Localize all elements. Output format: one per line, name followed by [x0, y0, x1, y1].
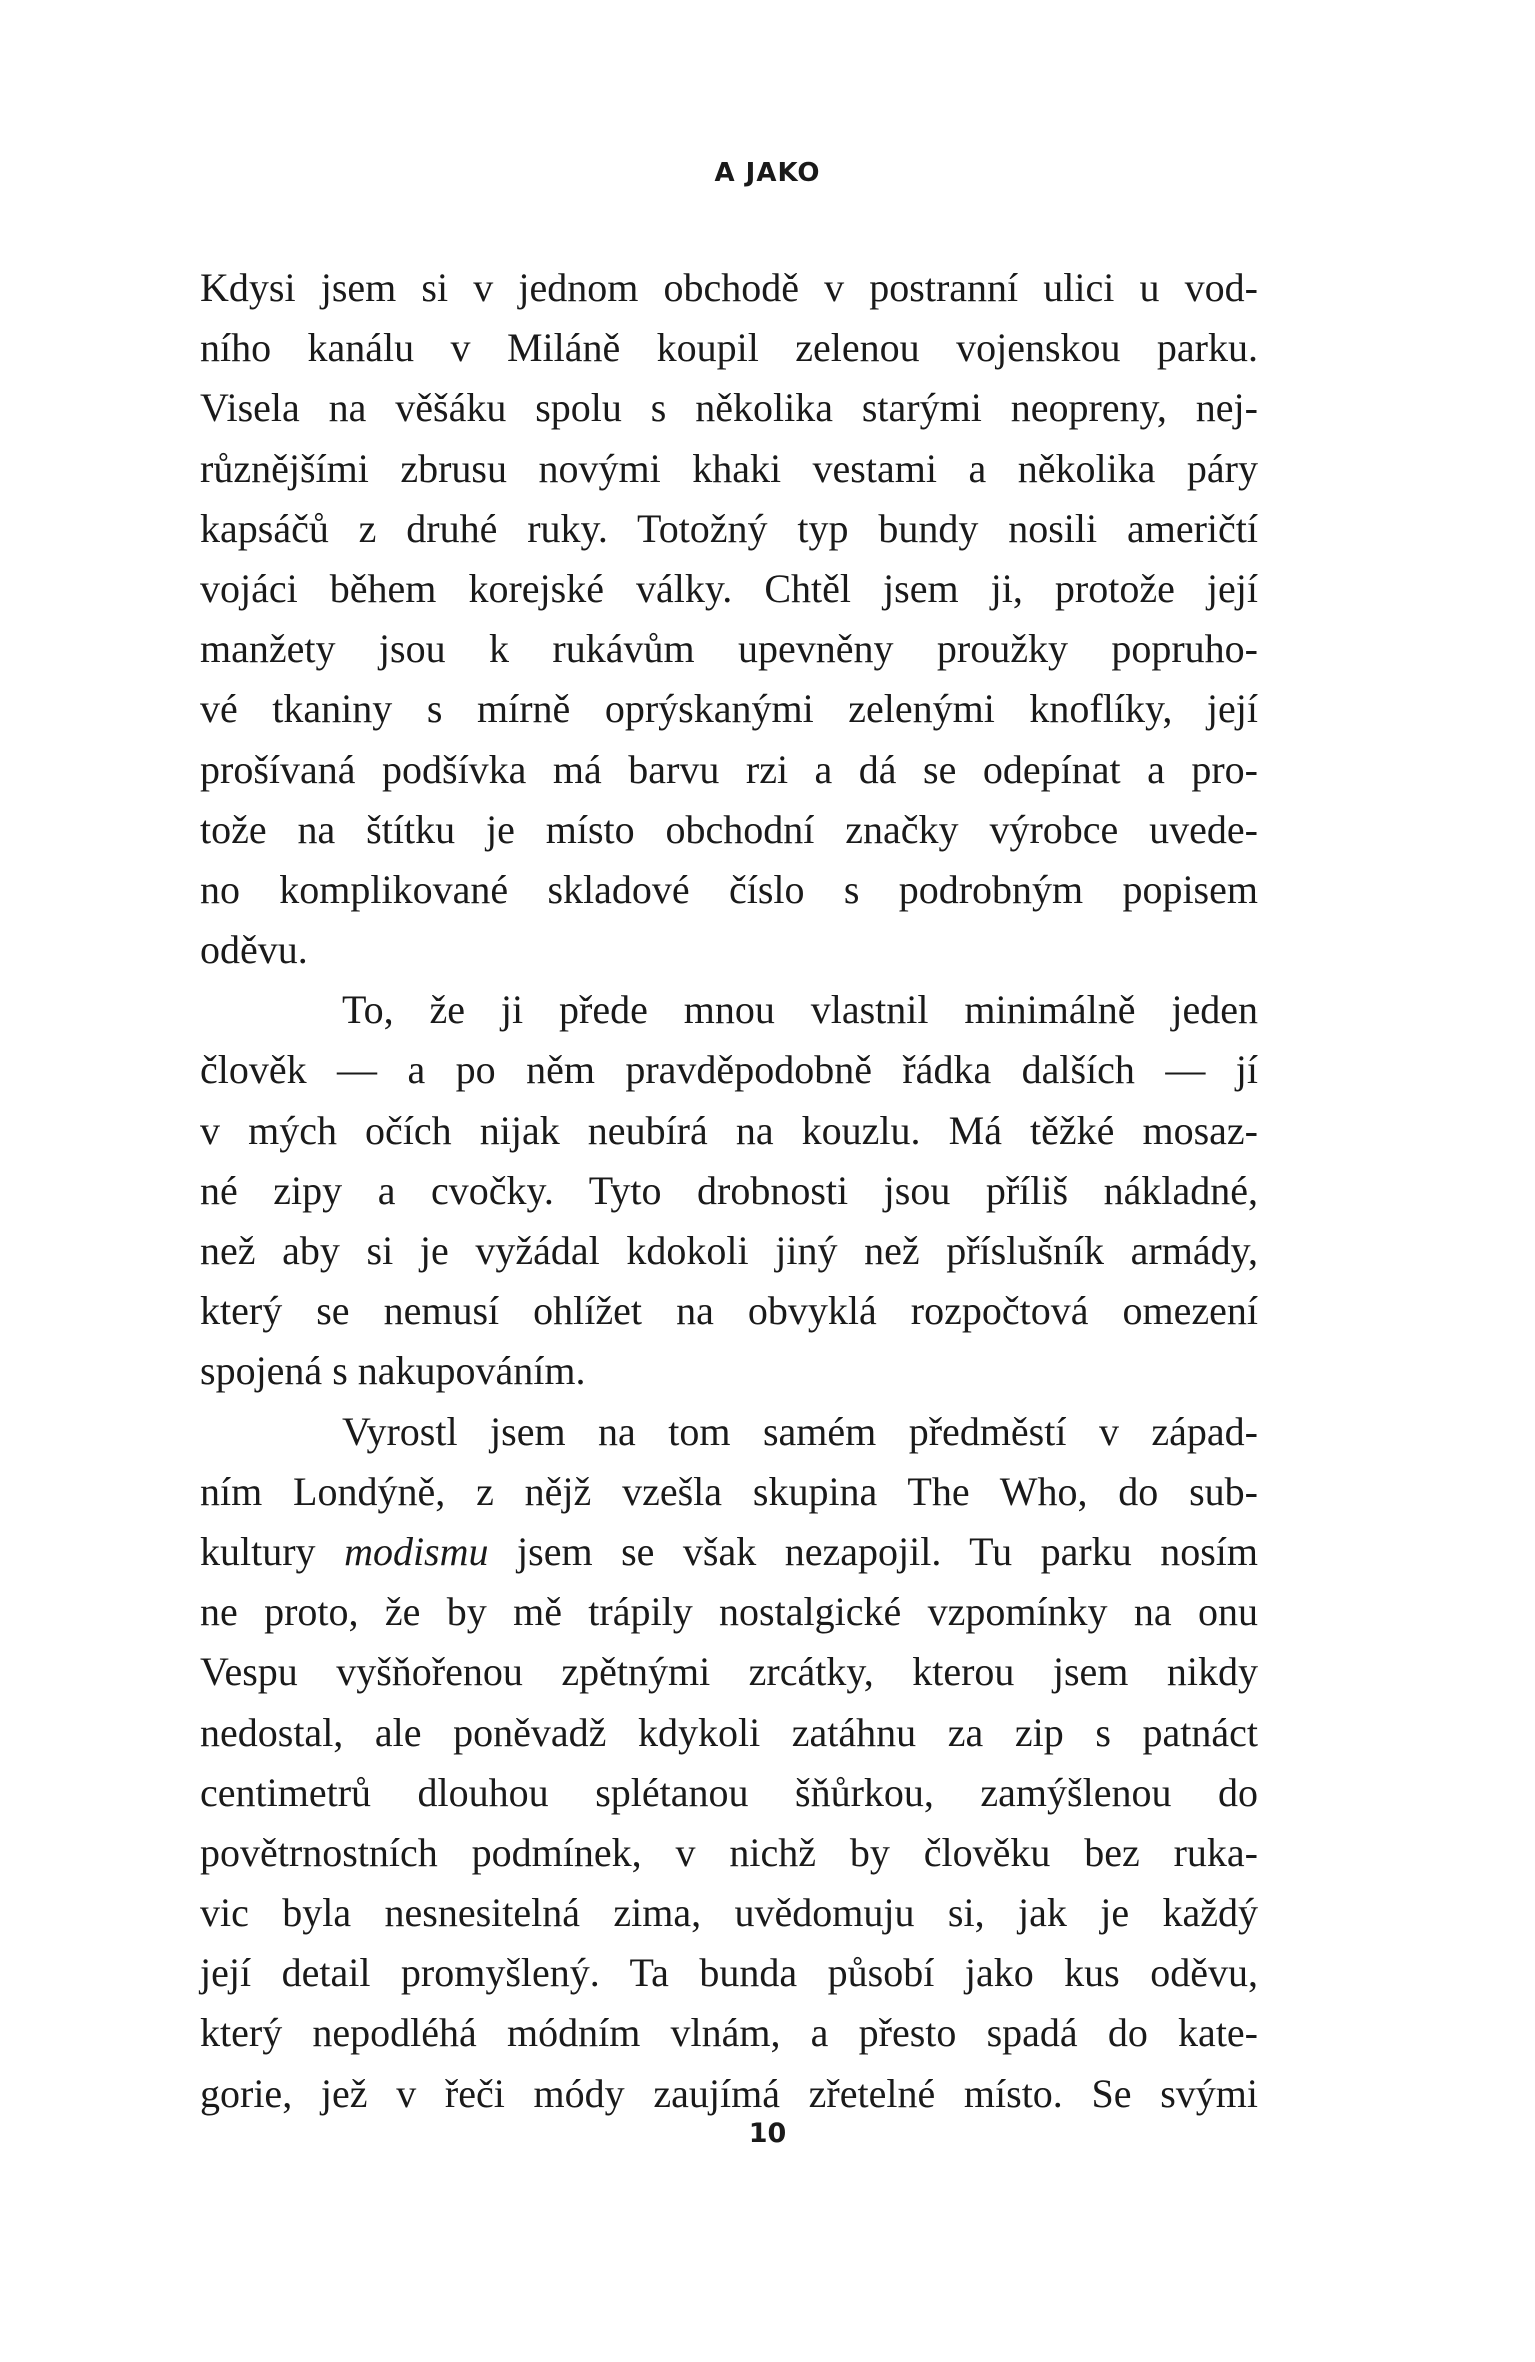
- text-line: ního kanálu v Miláně koupil zelenou vojenskou parku.: [200, 325, 1258, 371]
- text-line: To, že ji přede mnou vlastnil minimálně jeden: [342, 987, 1258, 1033]
- text-line: no komplikované skladové číslo s podrobným popisem: [200, 866, 1258, 912]
- text-line: nedostal, ale poněvadž kdykoli zatáhnu za zip s patnáct: [200, 1709, 1258, 1755]
- text-line: vé tkaniny s mírně oprýskanými zelenými knoflíky, její: [200, 686, 1258, 732]
- italic-term: modismu: [344, 1528, 489, 1574]
- text-segment: kultury: [200, 1528, 345, 1574]
- text-line: vojáci během korejské války. Chtěl jsem ji, protože její: [200, 565, 1258, 611]
- text-line: oděvu.: [200, 927, 308, 973]
- text-line: různějšími zbrusu novými khaki vestami a několika páry: [200, 445, 1258, 491]
- text-line: kapsáčů z druhé ruky. Totožný typ bundy nosili američtí: [200, 505, 1258, 551]
- text-segment: jsem se však nezapojil. Tu parku nosím: [488, 1528, 1259, 1574]
- text-line: spojená s nakupováním.: [200, 1348, 586, 1394]
- text-line: né zipy a cvočky. Tyto drobnosti jsou příliš nákladné,: [200, 1167, 1258, 1213]
- text-line: v mých očích nijak neubírá na kouzlu. Má těžké mosaz-: [200, 1107, 1258, 1153]
- text-line: než aby si je vyžádal kdokoli jiný než příslušník armády,: [200, 1228, 1258, 1273]
- text-line: Vyrostl jsem na tom samém předměstí v západ-: [342, 1408, 1258, 1454]
- text-line: člověk — a po něm pravděpodobně řádka dalších — jí: [200, 1047, 1258, 1093]
- running-head: A JAKO: [714, 158, 821, 188]
- text-line: Kdysi jsem si v jednom obchodě v postranní ulici u vod-: [200, 265, 1258, 310]
- text-line: gorie, jež v řeči módy zaujímá zřetelné místo. Se svými: [200, 2070, 1258, 2116]
- text-line: manžety jsou k rukávům upevněny proužky popruho-: [200, 626, 1258, 672]
- text-line: ním Londýně, z nějž vzešla skupina The Who, do sub-: [200, 1468, 1258, 1514]
- text-line: Visela na věšáku spolu s několika starými neopreny, nej-: [200, 385, 1258, 431]
- text-line: její detail promyšlený. Ta bunda působí jako kus oděvu,: [200, 1950, 1258, 1996]
- text-line: který nepodléhá módním vlnám, a přesto spadá do kate-: [200, 2010, 1258, 2056]
- text-line: centimetrů dlouhou splétanou šňůrkou, zamýšlenou do: [200, 1769, 1258, 1815]
- text-line: [200, 1522, 1258, 1582]
- text-line: povětrnostních podmínek, v nichž by člověku bez ruka-: [200, 1829, 1258, 1875]
- text-line: vic byla nesnesitelná zima, uvědomuju si, jak je každý: [200, 1890, 1258, 1936]
- text-line: prošívaná podšívka má barvu rzi a dá se odepínat a pro-: [200, 746, 1258, 792]
- text-line: Vespu vyšňořenou zpětnými zrcátky, kterou jsem nikdy: [200, 1649, 1258, 1695]
- text-line: tože na štítku je místo obchodní značky výrobce uvede-: [200, 806, 1258, 852]
- page-number: 10: [748, 2118, 787, 2149]
- text-line: který se nemusí ohlížet na obvyklá rozpočtová omezení: [200, 1288, 1258, 1334]
- text-line: ne proto, že by mě trápily nostalgické vzpomínky na onu: [200, 1589, 1258, 1635]
- body-text: [200, 258, 1258, 2124]
